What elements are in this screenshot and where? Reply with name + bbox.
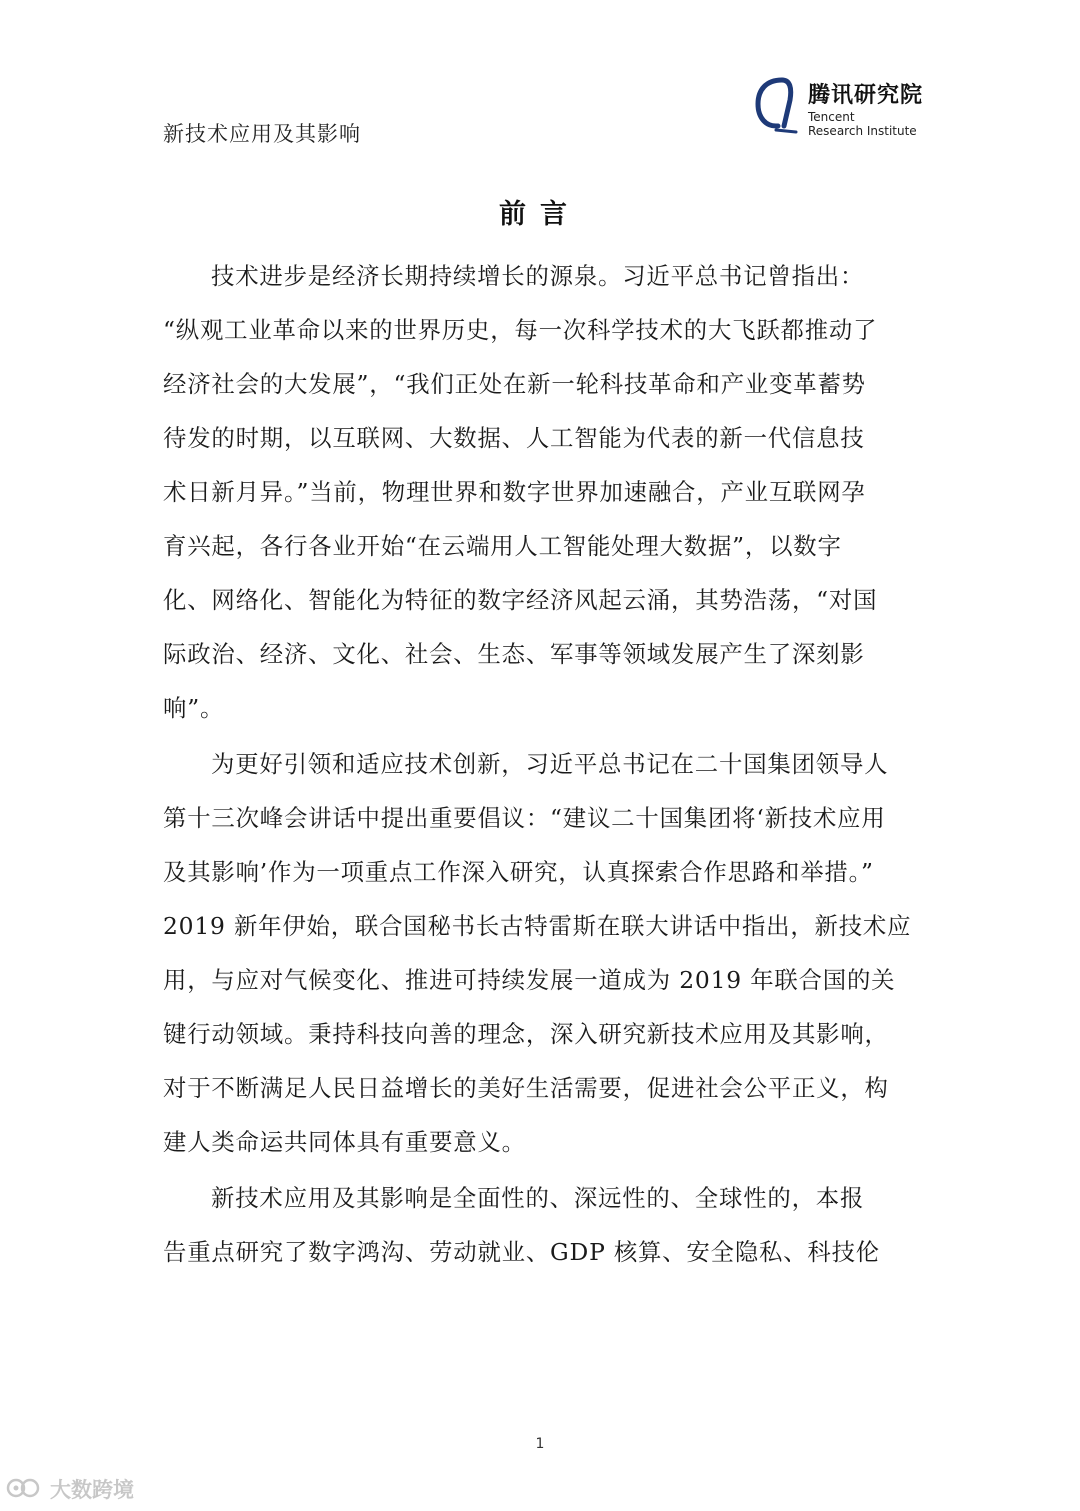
logo-english-name: [808, 110, 917, 138]
text-line: 待发的时期，以互联网、大数据、人工智能为代表的新一代信息技: [163, 424, 865, 452]
tencent-research-q-logo-icon: [752, 74, 798, 138]
text-line: 经济社会的大发展”，“我们正处在新一轮科技革命和产业变革蓄势: [163, 370, 866, 398]
text-line: 键行动领域。秉持科技向善的理念，深入研究新技术应用及其影响，: [163, 1020, 889, 1048]
text-line: 技术进步是经济长期持续增长的源泉。习近平总书记曾指出：: [211, 262, 865, 290]
text-line: 际政治、经济、文化、社会、生态、军事等领域发展产生了深刻影: [163, 640, 865, 668]
tencent-research-logo: [752, 72, 952, 142]
paragraph-1: [163, 249, 923, 735]
watermark-text: 大数跨境: [50, 1478, 134, 1502]
text-line: “纵观工业革命以来的世界历史，每一次科学技术的大飞跃都推动了: [163, 316, 878, 344]
text-line: 对于不断满足人民日益增长的美好生活需要，促进社会公平正义，构: [163, 1074, 889, 1102]
text-line: 术日新月异。”当前，物理世界和数字世界加速融合，产业互联网孕: [163, 478, 866, 506]
text-line: 告重点研究了数字鸿沟、劳动就业、GDP 核算、安全隐私、科技伦: [163, 1238, 880, 1266]
page-number: 1: [535, 1436, 545, 1452]
text-line: 2019 新年伊始，联合国秘书长古特雷斯在联大讲话中指出，新技术应: [163, 912, 912, 940]
document-body: [163, 249, 923, 1281]
logo-chinese-name: 腾讯研究院: [808, 83, 924, 108]
page-title: 前言: [499, 199, 581, 230]
text-line: 为更好引领和适应技术创新，习近平总书记在二十国集团领导人: [211, 750, 889, 778]
text-line: 化、网络化、智能化为特征的数字经济风起云涌，其势浩荡，“对国: [163, 586, 878, 614]
paragraph-2: [163, 737, 923, 1169]
dashuju-watermark-icon: [6, 1474, 46, 1502]
text-line: 第十三次峰会讲话中提出重要倡议：“建议二十国集团将‘新技术应用: [163, 804, 886, 832]
text-line: 响”。: [163, 694, 225, 722]
paragraph-3: [163, 1171, 923, 1279]
text-line: 用，与应对气候变化、推进可持续发展一道成为 2019 年联合国的关: [163, 966, 896, 994]
logo-english-line-2: Research Institute: [808, 124, 917, 138]
text-line: 新技术应用及其影响是全面性的、深远性的、全球性的，本报: [211, 1184, 865, 1212]
text-line: 育兴起，各行各业开始“在云端用人工智能处理大数据”，以数字: [163, 532, 842, 560]
text-line: 及其影响’作为一项重点工作深入研究，认真探索合作思路和举措。”: [163, 858, 874, 886]
text-line: 建人类命运共同体具有重要意义。: [163, 1128, 526, 1156]
logo-english-line-1: Tencent: [808, 110, 855, 124]
watermark: [6, 1472, 156, 1504]
document-header-title: 新技术应用及其影响: [163, 122, 361, 146]
